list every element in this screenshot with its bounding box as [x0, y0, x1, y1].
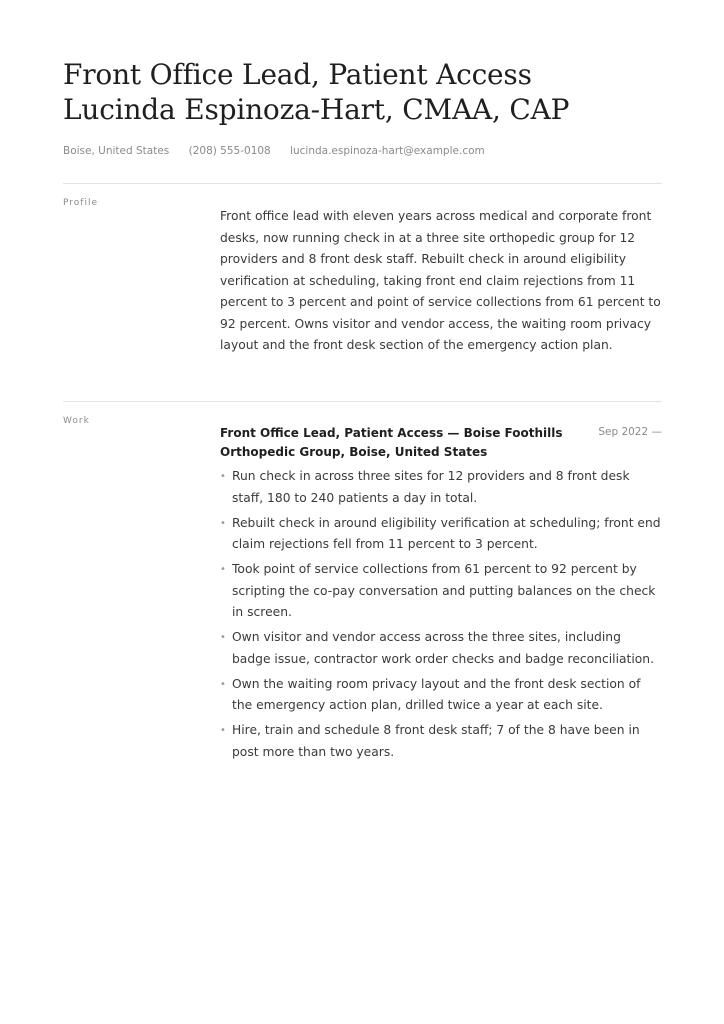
list-item	[220, 627, 662, 670]
section-label-work: Work	[63, 416, 90, 426]
resume-header	[63, 57, 662, 127]
contact-email[interactable]: lucinda.espinoza-hart@example.com	[290, 145, 485, 157]
bullet-marker: •	[220, 632, 226, 643]
list-item	[220, 674, 662, 717]
bullet-text: Own visitor and vendor access across the three sites, including badge issue, contractor work order checks and badge reconciliation.	[232, 630, 654, 666]
resume-page	[63, 0, 662, 1024]
bullet-marker: •	[220, 471, 226, 482]
bullet-text: Took point of service collections from 61 percent to 92 percent by scripting the co-pay conversation and putting balances on the check in screen.	[232, 562, 656, 619]
profile-summary: Front office lead with eleven years across medical and corporate front desks, now running check in at a three site orthopedic group for 12 providers and 8 front desk staff. Rebuilt check in around eligibility verification at scheduling, taking front end claim rejections from 11 percent to 3 percent and point of service collections from 61 percent to 92 percent. Owns visitor and vendor access, the waiting room privacy layout and the front desk section of the emergency action plan.	[220, 209, 661, 352]
list-item	[220, 720, 662, 763]
job-dates: Sep 2022 —	[598, 426, 662, 438]
bullet-text: Own the waiting room privacy layout and the front desk section of the emergency action plan, drilled twice a year at each site.	[232, 676, 641, 712]
contact-location: Boise, United States	[63, 145, 170, 157]
job-header	[220, 424, 662, 462]
divider-profile	[63, 183, 662, 184]
list-item	[220, 559, 662, 624]
list-item	[220, 513, 662, 556]
candidate-name: Lucinda Espinoza-Hart, CMAA, CAP	[63, 93, 570, 126]
contact-phone: (208) 555-0108	[188, 145, 271, 157]
contact-line	[63, 145, 501, 157]
list-item	[220, 466, 662, 509]
bullet-text: Rebuilt check in around eligibility verification at scheduling; front end claim rejections fell from 11 percent to 3 percent.	[232, 515, 661, 551]
job-bullet-list	[220, 466, 662, 767]
job-title: Front Office Lead, Patient Access — Boise Foothills Orthopedic Group, Boise, United States	[220, 426, 563, 459]
bullet-marker: •	[220, 678, 226, 690]
headline-title: Front Office Lead, Patient Access	[63, 58, 532, 91]
divider-work	[63, 401, 662, 402]
section-label-profile: Profile	[63, 198, 98, 208]
bullet-marker: •	[220, 517, 226, 529]
bullet-marker: •	[220, 564, 226, 575]
bullet-marker: •	[220, 725, 226, 736]
bullet-text: Run check in across three sites for 12 providers and 8 front desk staff, 180 to 240 patients a day in total.	[232, 469, 630, 505]
bullet-text: Hire, train and schedule 8 front desk staff; 7 of the 8 have been in post more than two years.	[232, 723, 640, 759]
